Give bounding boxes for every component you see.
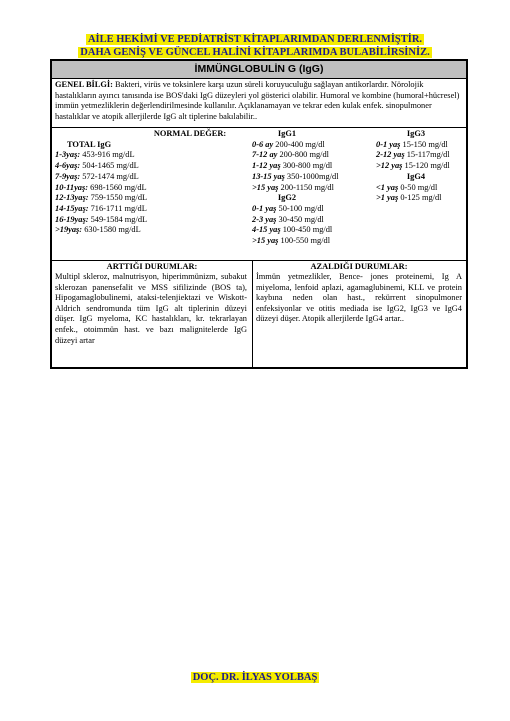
reference-range: 200-400 mg/dl	[273, 139, 325, 149]
reference-range-row	[252, 172, 362, 183]
total-igg-list	[55, 150, 235, 236]
igg3-list	[376, 140, 466, 172]
age-group: >15 yaş	[252, 182, 279, 192]
divider	[52, 260, 466, 261]
general-info-label: GENEL BİLGİ:	[55, 80, 113, 89]
total-igg-heading: TOTAL IgG	[67, 139, 112, 149]
igg1-igg2-column	[252, 129, 362, 247]
reference-range-row	[55, 215, 235, 226]
reference-range-row	[252, 161, 362, 172]
age-group: 0-6 ay	[252, 139, 274, 149]
age-group: 4-15 yaş	[252, 225, 281, 235]
author-name: DOÇ. DR. İLYAS YOLBAŞ	[192, 672, 318, 683]
reference-range: 504-1465 mg/dL	[80, 161, 139, 171]
increased-heading: ARTTIĞI DURUMLAR:	[106, 262, 198, 271]
igg3-igg4-column	[376, 129, 466, 204]
age-group: 1-3yaş:	[55, 150, 81, 160]
age-group: 13-15 yaş	[252, 171, 285, 181]
normal-values-heading: NORMAL DEĞER:	[153, 129, 227, 138]
age-group: 14-15yaş:	[55, 203, 89, 213]
decreased-heading: AZALDIĞI DURUMLAR:	[310, 262, 408, 271]
igg4-heading: IgG4	[406, 171, 426, 181]
banner-line-1: AİLE HEKİMİ VE PEDİATRİST KİTAPLARIMDAN DERLENMİŞTİR.	[87, 34, 423, 45]
age-group: 0-1 yaş	[252, 203, 277, 213]
igg3-heading: IgG3	[406, 129, 426, 138]
general-info-text: Bakteri, virüs ve toksinlere karşı uzun süreli koruyuculuğu sağlayan antikorlardır. Nörolojik hastalıkların ayırıcı tanısında ise BOS'daki IgG düzeyleri yol gösterici olabilir. Humoral ve kombine (humoral+hücresel) immün yetmezliklerin değerlendirilmesinde kullanılır. Açıklanamayan ve tekrar eden kulak enfek. sinopulmoner hastalıklar ve atopik allerjilerde IgG alt tiplerine bakılabilir..	[55, 80, 460, 121]
reference-range: 200-800 mg/dl	[277, 150, 330, 160]
reference-range: 0-125 mg/dl	[398, 193, 442, 203]
reference-range: 15-150 mg/dl	[400, 139, 448, 149]
age-group: 4-6yaş:	[55, 161, 81, 171]
reference-range: 50-100 mg/dl	[276, 203, 324, 213]
divider	[52, 127, 466, 128]
reference-range-row	[376, 140, 466, 151]
age-group: 7-9yaş:	[55, 171, 81, 181]
reference-range-row	[55, 183, 235, 194]
age-group: 16-19yaş:	[55, 214, 89, 224]
igg2-list	[252, 204, 362, 247]
reference-range-row	[252, 225, 362, 236]
page-title: İMMÜNGLOBULİN G (IgG)	[52, 61, 466, 79]
total-igg-column	[55, 129, 235, 236]
reference-range: 759-1550 mg/dL	[88, 193, 148, 203]
info-table	[50, 59, 468, 369]
reference-range: 698-1560 mg/dL	[88, 182, 147, 192]
reference-range-row	[376, 161, 466, 172]
reference-range: 453-916 mg/dL	[80, 150, 135, 160]
reference-range-row	[252, 236, 362, 247]
reference-range-row	[376, 183, 466, 194]
reference-range-row	[55, 204, 235, 215]
age-group: >12 yaş	[376, 161, 403, 171]
reference-range: 15-120 mg/dl	[402, 161, 450, 171]
age-group: 0-1 yaş	[376, 139, 401, 149]
igg1-heading: IgG1	[277, 129, 297, 138]
general-info	[55, 80, 463, 122]
reference-range: 572-1474 mg/dL	[80, 171, 139, 181]
age-group: 10-11yaş:	[55, 182, 89, 192]
decreased-text: İmmün yetmezlikler, Bence- jones proteinemi, Ig A miyeloma, lenfoid aplazi, agamaglubinemi, KLL ve protein kaybına neden olan hast., rekürrent sinopulmoner enfeksiyonlar ve otitis mediada ise IgG2, IgG3 ve IgG4 düzeyi düşer. Atopik allerjilerde IgG4 artar..	[256, 272, 462, 324]
reference-range: 630-1580 mg/dL	[82, 225, 141, 235]
reference-range: 300-800 mg/dl	[280, 161, 333, 171]
reference-range-row	[55, 225, 235, 236]
reference-range-row	[376, 150, 466, 161]
reference-range-row	[252, 183, 362, 194]
age-group: >15 yaş	[252, 236, 279, 246]
age-group: 2-12 yaş	[376, 150, 405, 160]
reference-range-row	[55, 150, 235, 161]
age-group: 1-12 yaş	[252, 161, 281, 171]
reference-range: 0-50 mg/dl	[398, 182, 438, 192]
reference-range-row	[252, 204, 362, 215]
reference-range-row	[55, 172, 235, 183]
age-group: 2-3 yaş	[252, 214, 277, 224]
age-group: <1 yaş	[376, 182, 399, 192]
reference-range: 15-117mg/dl	[404, 150, 450, 160]
banner-line-2: DAHA GENİŞ VE GÜNCEL HALİNİ KİTAPLARIMDA BULABİLİRSİNİZ.	[80, 47, 430, 58]
igg2-heading: IgG2	[277, 193, 297, 203]
reference-range: 200-1150 mg/dl	[278, 182, 334, 192]
age-group: >1 yaş	[376, 193, 399, 203]
igg1-list	[252, 140, 362, 194]
age-group: 7-12 ay	[252, 150, 278, 160]
age-group: >19yaş:	[55, 225, 83, 235]
reference-range: 549-1584 mg/dL	[88, 214, 148, 224]
reference-range-row	[376, 193, 466, 204]
author-footer	[0, 672, 510, 683]
reference-range-row	[252, 150, 362, 161]
reference-range-row	[252, 215, 362, 226]
reference-range: 30-450 mg/dl	[276, 214, 324, 224]
reference-range-row	[252, 140, 362, 151]
reference-range: 100-550 mg/dl	[278, 236, 331, 246]
age-group: 12-13yaş:	[55, 193, 89, 203]
igg4-list	[376, 183, 466, 204]
increased-text: Multipl skleroz, malnutrisyon, hiperimmünizm, subakut sklerozan panensefalit ve MSS sifilizinde (BOS ta), Hipogamaglobulinemi, ataksi-telenjiektazi ve Wiskott-Aldrich sendromunda tüm IgG alt tiplerinin düzeyi düşer. IgG myeloma, KC hastalıkları, kr. tekrarlayan enfek., otoimmün hast. ve bazı malignitelerde IgG düzeyi artar	[55, 272, 247, 345]
reference-range-row	[55, 161, 235, 172]
reference-range: 716-1711 mg/dL	[88, 203, 147, 213]
header-banner	[0, 33, 510, 59]
reference-range: 350-1000mg/dl	[284, 171, 339, 181]
column-divider	[252, 260, 253, 367]
reference-range: 100-450 mg/dl	[280, 225, 333, 235]
reference-range-row	[55, 193, 235, 204]
